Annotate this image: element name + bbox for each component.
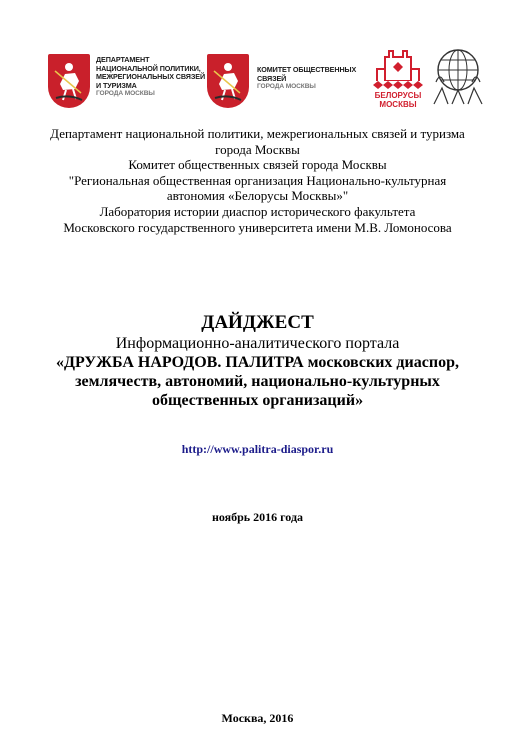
issue-date: ноябрь 2016 года [211, 510, 304, 524]
committee-logo-text: КОМИТЕТ ОБЩЕСТВЕННЫХ СВЯЗЕЙ ГОРОДА МОСКВЫ [257, 65, 357, 91]
globe-icon [432, 42, 484, 106]
moscow-coat-of-arms-icon [48, 54, 90, 108]
dept-logo [48, 54, 206, 110]
title-subtitle: Информационно-аналитического портала [115, 335, 400, 352]
dept-logo-text: ДЕПАРТАМЕНТ НАЦИОНАЛЬНОЙ ПОЛИТИКИ, МЕЖРЕГИОНАЛЬНЫХ СВЯЗЕЙ И ТУРИЗМА ГОРОДА МОСКВЫ [96, 55, 206, 98]
org-line: "Региональная общественная организация Национально-культурная [68, 172, 447, 188]
moscow-coat-of-arms-icon [207, 54, 249, 108]
title-line: общественных организаций» [151, 392, 364, 409]
belarus-logo-text: БЕЛОРУСЫ МОСКВЫ [374, 91, 422, 109]
title-line: землячеств, автономий, национально-культурных [75, 373, 440, 390]
digest-title [10, 312, 505, 410]
title-line: «ДРУЖБА НАРОДОВ. ПАЛИТРА московских диаспор, [56, 354, 459, 371]
tower-icon [373, 47, 423, 81]
ornament-icon [373, 81, 423, 89]
belarus-moscow-logo [373, 47, 423, 107]
organizations-list [20, 126, 495, 235]
org-line: Московского государственного университета имени М.В. Ломоносова [63, 219, 452, 235]
org-line: города Москвы [215, 141, 300, 157]
org-line: автономия «Белорусы Москвы»" [166, 188, 349, 204]
org-line: Департамент национальной политики, межрегиональных связей и туризма [50, 126, 465, 141]
org-line: Комитет общественных связей города Москвы [128, 157, 387, 173]
org-line: Лаборатория истории диаспор исторического факультета [99, 203, 416, 219]
globe-logo [432, 42, 484, 106]
title-main: ДАЙДЖЕСТ [201, 312, 314, 333]
portal-url-link[interactable]: http://www.palitra-diaspor.ru [181, 442, 334, 456]
place-year: Москва, 2016 [221, 711, 294, 725]
committee-logo [207, 54, 367, 110]
